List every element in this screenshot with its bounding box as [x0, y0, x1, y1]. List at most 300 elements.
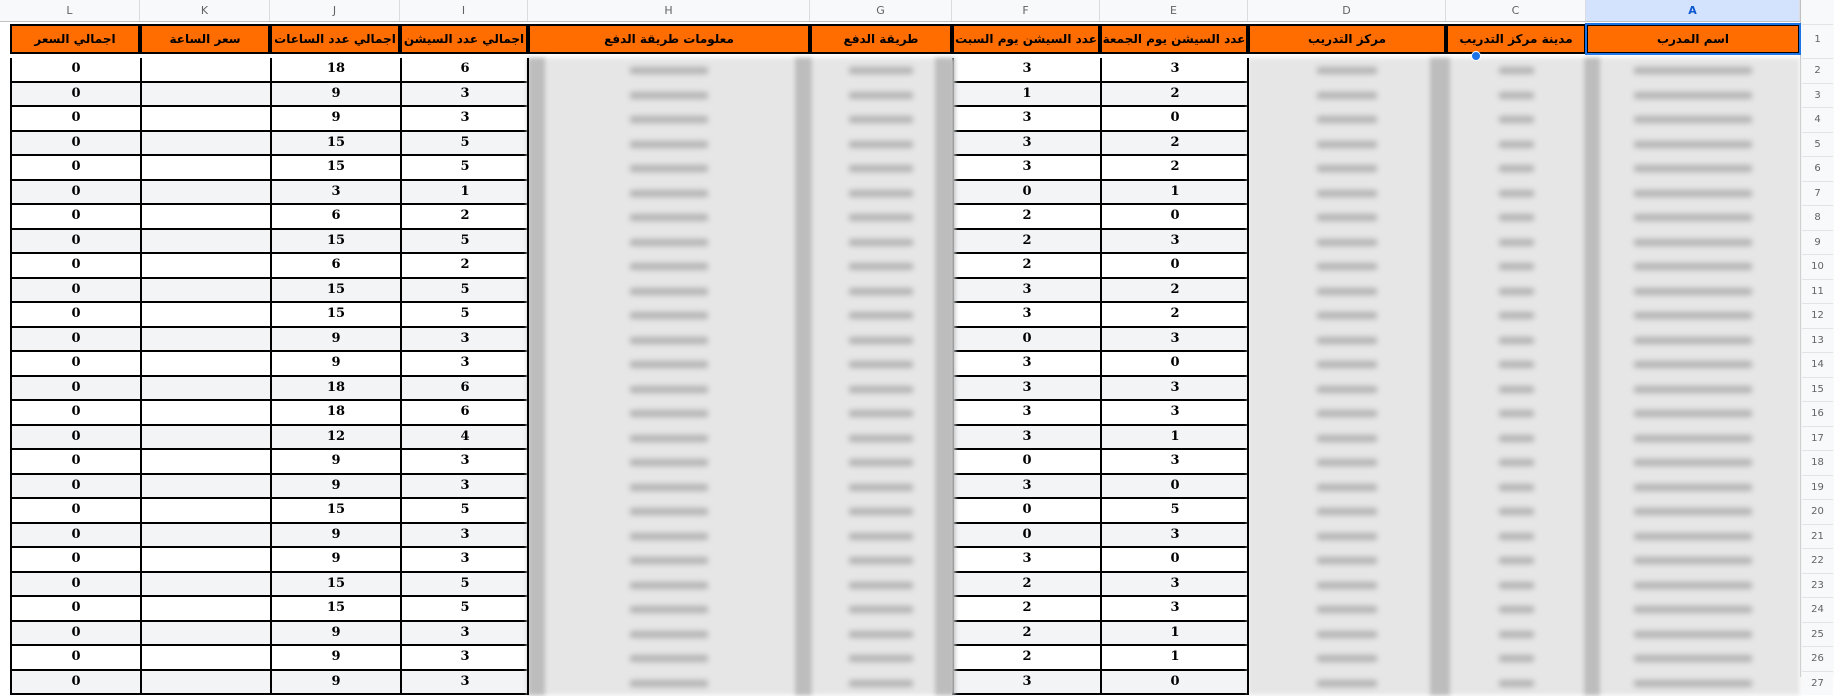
cell-k[interactable] [140, 622, 270, 647]
cell-l[interactable]: 0 [10, 303, 140, 328]
cell-l[interactable]: 0 [10, 671, 140, 696]
header-cell-g[interactable]: طريقة الدفع [810, 24, 952, 54]
redacted-text [1317, 386, 1376, 393]
grid-line [1247, 58, 1249, 695]
cell-f[interactable]: 3 [952, 352, 1100, 377]
redacted-text [1317, 606, 1376, 613]
redacted-text [1634, 435, 1752, 442]
row-number[interactable]: 11 [1802, 279, 1833, 304]
cell-e[interactable]: 1 [1100, 426, 1248, 451]
header-cell-l[interactable]: اجمالي السعر [10, 24, 140, 54]
cell-l[interactable]: 0 [10, 132, 140, 157]
cell-f[interactable]: 3 [952, 671, 1100, 696]
cell-k[interactable] [140, 426, 270, 451]
cell-i[interactable]: 3 [400, 646, 528, 671]
redacted-text [630, 533, 709, 540]
redacted-text [1499, 557, 1534, 564]
cell-f[interactable]: 0 [952, 328, 1100, 353]
cell-k[interactable] [140, 450, 270, 475]
cell-k[interactable] [140, 132, 270, 157]
row-number[interactable]: 8 [1802, 205, 1833, 230]
cell-e[interactable]: 0 [1100, 254, 1248, 279]
cell-j[interactable]: 15 [270, 597, 400, 622]
header-cell-i[interactable]: اجمالي عدد السيشن [400, 24, 528, 54]
row-number[interactable]: 6 [1802, 156, 1833, 181]
header-cell-e[interactable]: عدد السيشن يوم الجمعة [1100, 24, 1248, 54]
redacted-text [1499, 655, 1534, 662]
redacted-text [1634, 190, 1752, 197]
cell-f[interactable]: 3 [952, 156, 1100, 181]
redacted-text [1499, 386, 1534, 393]
cell-j[interactable]: 9 [270, 548, 400, 573]
cell-f[interactable]: 0 [952, 524, 1100, 549]
redacted-text [1499, 582, 1534, 589]
cell-j[interactable]: 12 [270, 426, 400, 451]
cell-i[interactable]: 2 [400, 205, 528, 230]
row-number[interactable]: 17 [1802, 426, 1833, 451]
cell-j[interactable]: 9 [270, 646, 400, 671]
redacted-text [630, 190, 709, 197]
redacted-text [1499, 239, 1534, 246]
column-letter-g[interactable]: G [810, 0, 952, 21]
row-number[interactable]: 16 [1802, 401, 1833, 426]
redacted-text [630, 361, 709, 368]
cell-k[interactable] [140, 156, 270, 181]
redacted-divider [935, 58, 955, 695]
cell-k[interactable] [140, 181, 270, 206]
redacted-text [1317, 92, 1376, 99]
cell-i[interactable]: 3 [400, 524, 528, 549]
redacted-text [630, 288, 709, 295]
redacted-text [1499, 508, 1534, 515]
redacted-text [1317, 116, 1376, 123]
redacted-text [849, 484, 913, 491]
row-number[interactable]: 14 [1802, 352, 1833, 377]
cell-l[interactable]: 0 [10, 622, 140, 647]
cell-k[interactable] [140, 597, 270, 622]
redacted-text [1499, 361, 1534, 368]
cell-e[interactable]: 3 [1100, 524, 1248, 549]
cell-i[interactable]: 5 [400, 279, 528, 304]
cell-l[interactable]: 0 [10, 401, 140, 426]
redacted-text [630, 92, 709, 99]
cell-e[interactable]: 2 [1100, 132, 1248, 157]
cell-l[interactable]: 0 [10, 450, 140, 475]
row-number[interactable]: 2 [1802, 58, 1833, 83]
redacted-text [1499, 606, 1534, 613]
cell-l[interactable]: 0 [10, 107, 140, 132]
cell-k[interactable] [140, 58, 270, 83]
selection-fill-handle[interactable] [1471, 51, 1481, 61]
row-number[interactable]: 5 [1802, 132, 1833, 157]
row-number[interactable]: 12 [1802, 303, 1833, 328]
redacted-text [1634, 533, 1752, 540]
cell-l[interactable]: 0 [10, 377, 140, 402]
cell-i[interactable]: 3 [400, 107, 528, 132]
cell-f[interactable]: 0 [952, 499, 1100, 524]
redacted-text [849, 190, 913, 197]
row-number[interactable]: 24 [1802, 597, 1833, 622]
cell-i[interactable]: 3 [400, 671, 528, 696]
cell-l[interactable]: 0 [10, 254, 140, 279]
row-number[interactable]: 23 [1802, 573, 1833, 598]
cell-j[interactable]: 15 [270, 279, 400, 304]
row-number[interactable]: 13 [1802, 328, 1833, 353]
cell-f[interactable]: 2 [952, 254, 1100, 279]
cell-f[interactable]: 2 [952, 205, 1100, 230]
redacted-text [630, 410, 709, 417]
redacted-text [630, 631, 709, 638]
redacted-text [1317, 631, 1376, 638]
cell-f[interactable]: 3 [952, 132, 1100, 157]
header-cell-k[interactable]: سعر الساعة [140, 24, 270, 54]
redacted-text [1634, 165, 1752, 172]
redacted-text [849, 92, 913, 99]
cell-i[interactable]: 4 [400, 426, 528, 451]
redacted-text [1317, 508, 1376, 515]
cell-e[interactable]: 0 [1100, 107, 1248, 132]
redacted-text [1499, 92, 1534, 99]
redacted-text [1499, 263, 1534, 270]
cell-k[interactable] [140, 83, 270, 108]
cell-e[interactable]: 1 [1100, 622, 1248, 647]
cell-f[interactable]: 3 [952, 426, 1100, 451]
redacted-text [849, 361, 913, 368]
cell-i[interactable]: 5 [400, 597, 528, 622]
redacted-column-d [1248, 58, 1446, 695]
cell-l[interactable]: 0 [10, 156, 140, 181]
redacted-text [1499, 214, 1534, 221]
cell-e[interactable]: 3 [1100, 401, 1248, 426]
cell-j[interactable]: 6 [270, 254, 400, 279]
redacted-text [849, 459, 913, 466]
cell-l[interactable]: 0 [10, 279, 140, 304]
cell-l[interactable]: 0 [10, 524, 140, 549]
cell-j[interactable]: 9 [270, 83, 400, 108]
redacted-text [1634, 680, 1752, 687]
cell-l[interactable]: 0 [10, 58, 140, 83]
redacted-text [1634, 410, 1752, 417]
redacted-text [849, 337, 913, 344]
redacted-text [849, 557, 913, 564]
row-number[interactable]: 25 [1802, 622, 1833, 647]
cell-j[interactable]: 18 [270, 58, 400, 83]
redacted-text [1499, 410, 1534, 417]
redacted-text [1317, 361, 1376, 368]
cell-k[interactable] [140, 254, 270, 279]
cell-k[interactable] [140, 107, 270, 132]
header-cell-f[interactable]: عدد السيشن يوم السبت [952, 24, 1100, 54]
cell-l[interactable]: 0 [10, 499, 140, 524]
redacted-text [630, 435, 709, 442]
redacted-text [849, 410, 913, 417]
cell-l[interactable]: 0 [10, 83, 140, 108]
redacted-text [1499, 484, 1534, 491]
row-number[interactable]: 22 [1802, 548, 1833, 573]
cell-i[interactable]: 6 [400, 401, 528, 426]
redacted-text [849, 263, 913, 270]
cell-i[interactable]: 2 [400, 254, 528, 279]
redacted-text [1499, 141, 1534, 148]
cell-l[interactable]: 0 [10, 328, 140, 353]
column-letter-d[interactable]: D [1248, 0, 1446, 21]
redacted-text [849, 288, 913, 295]
column-letter-i[interactable]: I [400, 0, 528, 21]
redacted-text [1317, 557, 1376, 564]
redacted-text [1634, 141, 1752, 148]
cell-k[interactable] [140, 352, 270, 377]
cell-e[interactable]: 3 [1100, 450, 1248, 475]
redacted-text [630, 459, 709, 466]
cell-j[interactable]: 18 [270, 401, 400, 426]
redacted-text [1634, 116, 1752, 123]
cell-i[interactable]: 6 [400, 58, 528, 83]
cell-e[interactable]: 0 [1100, 205, 1248, 230]
cell-j[interactable]: 15 [270, 573, 400, 598]
cell-l[interactable]: 0 [10, 426, 140, 451]
redacted-text [1634, 337, 1752, 344]
cell-j[interactable]: 15 [270, 230, 400, 255]
column-letter-h[interactable]: H [528, 0, 810, 21]
redacted-text [1317, 484, 1376, 491]
cell-f[interactable]: 2 [952, 597, 1100, 622]
row-number[interactable]: 4 [1802, 107, 1833, 132]
redacted-text [630, 141, 709, 148]
redacted-text [1317, 533, 1376, 540]
cell-f[interactable]: 3 [952, 58, 1100, 83]
redacted-text [1634, 239, 1752, 246]
cell-k[interactable] [140, 646, 270, 671]
cell-j[interactable]: 15 [270, 303, 400, 328]
cell-f[interactable]: 2 [952, 622, 1100, 647]
redacted-text [1634, 655, 1752, 662]
cell-e[interactable]: 5 [1100, 499, 1248, 524]
cell-l[interactable]: 0 [10, 475, 140, 500]
header-cell-d[interactable]: مركز التدريب [1248, 24, 1446, 54]
cell-j[interactable]: 15 [270, 132, 400, 157]
cell-e[interactable]: 0 [1100, 671, 1248, 696]
cell-j[interactable]: 9 [270, 671, 400, 696]
cell-e[interactable]: 2 [1100, 156, 1248, 181]
cell-i[interactable]: 3 [400, 83, 528, 108]
cell-l[interactable]: 0 [10, 352, 140, 377]
cell-e[interactable]: 0 [1100, 352, 1248, 377]
redacted-text [849, 214, 913, 221]
cell-k[interactable] [140, 548, 270, 573]
cell-j[interactable]: 15 [270, 156, 400, 181]
cell-k[interactable] [140, 401, 270, 426]
redacted-divider [528, 58, 545, 695]
redacted-text [1634, 557, 1752, 564]
redacted-text [849, 631, 913, 638]
cell-j[interactable]: 9 [270, 475, 400, 500]
cell-i[interactable]: 5 [400, 132, 528, 157]
redacted-text [849, 582, 913, 589]
cell-j[interactable]: 15 [270, 499, 400, 524]
redacted-text [1317, 435, 1376, 442]
cell-j[interactable]: 18 [270, 377, 400, 402]
cell-f[interactable]: 2 [952, 573, 1100, 598]
select-all-corner[interactable] [1800, 0, 1834, 21]
column-letter-a[interactable]: A [1586, 0, 1800, 21]
redacted-text [1499, 459, 1534, 466]
cell-k[interactable] [140, 279, 270, 304]
row-number[interactable]: 3 [1802, 83, 1833, 108]
redacted-text [630, 655, 709, 662]
column-letter-c[interactable]: C [1446, 0, 1586, 21]
row-number[interactable]: 19 [1802, 475, 1833, 500]
cell-f[interactable]: 3 [952, 548, 1100, 573]
redacted-text [1499, 631, 1534, 638]
cell-l[interactable]: 0 [10, 573, 140, 598]
cell-j[interactable]: 9 [270, 107, 400, 132]
redacted-text [1499, 312, 1534, 319]
redacted-text [849, 680, 913, 687]
column-letter-j[interactable]: J [270, 0, 400, 21]
redacted-text [849, 655, 913, 662]
cell-e[interactable]: 3 [1100, 597, 1248, 622]
cell-k[interactable] [140, 230, 270, 255]
cell-f[interactable]: 3 [952, 279, 1100, 304]
redacted-text [849, 606, 913, 613]
cell-j[interactable]: 6 [270, 205, 400, 230]
header-cell-h[interactable]: معلومات طريقة الدفع [528, 24, 810, 54]
redacted-text [1499, 680, 1534, 687]
cell-i[interactable]: 5 [400, 499, 528, 524]
cell-i[interactable]: 3 [400, 328, 528, 353]
cell-j[interactable]: 9 [270, 622, 400, 647]
cell-i[interactable]: 5 [400, 573, 528, 598]
cell-i[interactable]: 5 [400, 230, 528, 255]
cell-f[interactable]: 2 [952, 646, 1100, 671]
row-number[interactable]: 21 [1802, 524, 1833, 549]
cell-f[interactable]: 2 [952, 230, 1100, 255]
row-number[interactable]: 7 [1802, 181, 1833, 206]
cell-j[interactable]: 9 [270, 450, 400, 475]
cell-f[interactable]: 0 [952, 450, 1100, 475]
cell-e[interactable]: 0 [1100, 548, 1248, 573]
cell-e[interactable]: 2 [1100, 279, 1248, 304]
redacted-text [1634, 606, 1752, 613]
redacted-text [1317, 67, 1376, 74]
cell-i[interactable]: 5 [400, 156, 528, 181]
cell-k[interactable] [140, 328, 270, 353]
row-number[interactable]: 26 [1802, 646, 1833, 671]
cell-e[interactable]: 1 [1100, 646, 1248, 671]
redacted-text [1317, 410, 1376, 417]
redacted-text [630, 312, 709, 319]
column-letter-e[interactable]: E [1100, 0, 1248, 21]
cell-k[interactable] [140, 303, 270, 328]
cell-l[interactable]: 0 [10, 548, 140, 573]
redacted-text [1317, 655, 1376, 662]
row-number[interactable]: 10 [1802, 254, 1833, 279]
redacted-text [1317, 190, 1376, 197]
redacted-column-g [810, 58, 952, 695]
column-letter-f[interactable]: F [952, 0, 1100, 21]
cell-f[interactable]: 0 [952, 181, 1100, 206]
cell-e[interactable]: 3 [1100, 58, 1248, 83]
cell-e[interactable]: 3 [1100, 573, 1248, 598]
cell-i[interactable]: 3 [400, 548, 528, 573]
row-number[interactable]: 20 [1802, 499, 1833, 524]
cell-l[interactable]: 0 [10, 230, 140, 255]
cell-k[interactable] [140, 499, 270, 524]
grid-line [527, 58, 529, 695]
cell-l[interactable]: 0 [10, 646, 140, 671]
cell-i[interactable]: 3 [400, 475, 528, 500]
cell-i[interactable]: 3 [400, 450, 528, 475]
redacted-column-h [528, 58, 810, 695]
cell-l[interactable]: 0 [10, 205, 140, 230]
redacted-divider [1584, 58, 1600, 695]
cell-j[interactable]: 9 [270, 328, 400, 353]
cell-k[interactable] [140, 475, 270, 500]
header-cell-a[interactable]: اسم المدرب [1586, 24, 1800, 54]
row-number[interactable]: 9 [1802, 230, 1833, 255]
redacted-text [1317, 239, 1376, 246]
cell-e[interactable]: 3 [1100, 377, 1248, 402]
cell-i[interactable]: 3 [400, 352, 528, 377]
header-cell-j[interactable]: اجمالي عدد الساعات [270, 24, 400, 54]
row-number[interactable]: 27 [1802, 671, 1833, 696]
row-number[interactable]: 15 [1802, 377, 1833, 402]
redacted-text [849, 386, 913, 393]
cell-k[interactable] [140, 671, 270, 696]
redacted-text [1499, 533, 1534, 540]
row-number[interactable]: 18 [1802, 450, 1833, 475]
cell-i[interactable]: 5 [400, 303, 528, 328]
cell-j[interactable]: 9 [270, 352, 400, 377]
redacted-text [630, 582, 709, 589]
cell-k[interactable] [140, 524, 270, 549]
row-number[interactable]: 1 [1802, 24, 1833, 54]
cell-e[interactable]: 0 [1100, 475, 1248, 500]
redacted-text [1634, 263, 1752, 270]
cell-f[interactable]: 3 [952, 303, 1100, 328]
cell-i[interactable]: 3 [400, 622, 528, 647]
cell-i[interactable]: 1 [400, 181, 528, 206]
cell-j[interactable]: 9 [270, 524, 400, 549]
redacted-text [630, 263, 709, 270]
header-cell-c[interactable]: مدينة مركز التدريب [1446, 24, 1586, 54]
cell-k[interactable] [140, 573, 270, 598]
cell-f[interactable]: 3 [952, 107, 1100, 132]
cell-e[interactable]: 1 [1100, 181, 1248, 206]
cell-f[interactable]: 1 [952, 83, 1100, 108]
cell-j[interactable]: 3 [270, 181, 400, 206]
cell-e[interactable]: 3 [1100, 328, 1248, 353]
cell-f[interactable]: 3 [952, 377, 1100, 402]
cell-e[interactable]: 3 [1100, 230, 1248, 255]
column-letter-l[interactable]: L [0, 0, 140, 21]
redacted-text [1499, 165, 1534, 172]
cell-f[interactable]: 3 [952, 401, 1100, 426]
cell-k[interactable] [140, 377, 270, 402]
cell-i[interactable]: 6 [400, 377, 528, 402]
cell-e[interactable]: 2 [1100, 83, 1248, 108]
redacted-text [1317, 141, 1376, 148]
cell-e[interactable]: 2 [1100, 303, 1248, 328]
cell-k[interactable] [140, 205, 270, 230]
cell-l[interactable]: 0 [10, 597, 140, 622]
column-letter-k[interactable]: K [140, 0, 270, 21]
column-header-bar [0, 0, 1833, 22]
cell-l[interactable]: 0 [10, 181, 140, 206]
redacted-text [849, 239, 913, 246]
redacted-text [630, 557, 709, 564]
cell-f[interactable]: 3 [952, 475, 1100, 500]
